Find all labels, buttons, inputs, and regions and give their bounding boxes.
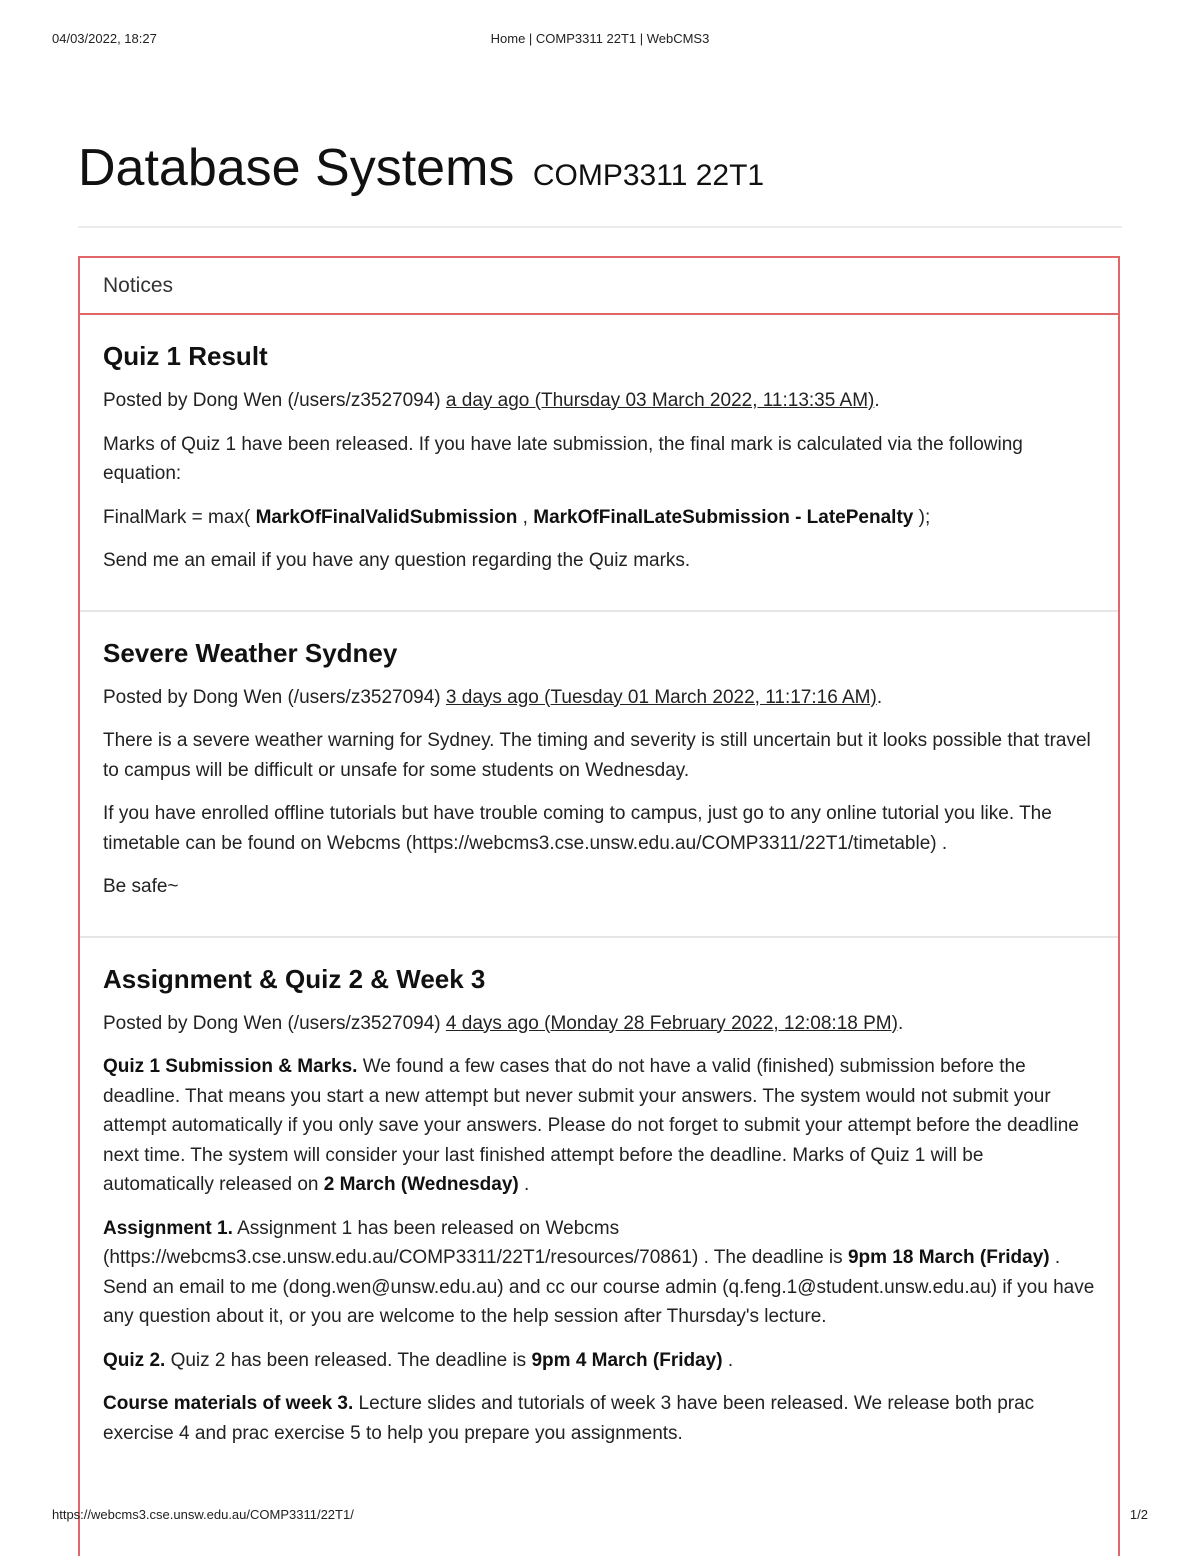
formula-suffix: );	[913, 506, 931, 528]
notice-paragraph-course	[103, 1389, 1095, 1448]
print-page-number: 1/2	[1129, 1507, 1148, 1522]
notices-panel	[78, 256, 1120, 1556]
byline-author: Posted by Dong Wen (/users/z3527094)	[103, 1012, 446, 1034]
course-code: COMP3311 22T1	[532, 159, 765, 192]
formula-term-a: MarkOfFinalValidSubmission	[255, 506, 518, 528]
notice-paragraph: Marks of Quiz 1 have been released. If you have late submission, the final mark is calculated via the following equation:	[103, 433, 1023, 484]
notice-title[interactable]: Severe Weather Sydney	[103, 637, 398, 668]
notice-paragraph: If you have enrolled offline tutorials but have trouble coming to campus, just go to any online tutorial you like. The timetable can be found on Webcms (https://webcms3.cse.unsw.edu.au/COMP3311/22T1/timetable) .	[103, 803, 1052, 854]
notice-paragraph: Send me an email if you have any question regarding the Quiz marks.	[103, 550, 691, 571]
print-page-title: Home | COMP3311 22T1 | WebCMS3	[490, 31, 710, 46]
paragraph-label: Quiz 1 Submission & Marks.	[103, 1056, 358, 1077]
formula-separator: ,	[517, 506, 534, 528]
notice-title[interactable]: Quiz 1 Result	[103, 341, 268, 371]
byline-author: Posted by Dong Wen (/users/z3527094)	[103, 686, 446, 708]
paragraph-label: Assignment 1.	[103, 1217, 233, 1239]
formula-term-b: MarkOfFinalLateSubmission - LatePenalty	[533, 506, 914, 528]
paragraph-label: Course materials of week 3.	[103, 1393, 354, 1414]
course-name: Database Systems	[78, 139, 515, 197]
byline-timestamp-link[interactable]: 4 days ago (Monday 28 February 2022, 12:08:18 PM)	[445, 1012, 898, 1034]
notices-header: Notices	[80, 258, 1118, 315]
notice-paragraph: There is a severe weather warning for Sydney. The timing and severity is still uncertain but it looks possible that travel to campus will be difficult or unsafe for some students on Wednesday.	[103, 730, 1091, 781]
paragraph-end: .	[518, 1174, 530, 1195]
notice-byline	[103, 683, 1095, 713]
highlight-date: 2 March (Wednesday)	[323, 1174, 519, 1195]
paragraph-text: We found a few cases that do not have a valid (finished) submission before the deadline. That means you start a new attempt but never submit your answers. The system would not submit your attempt automatically if you only save your answers. Please do not forget to submit your attempt before the deadline next time. The system will consider your last finished attempt before the deadline. Marks of Quiz 1 will be automatically released on	[103, 1056, 1079, 1195]
notice-formula	[103, 503, 1095, 533]
highlight-deadline: 9pm 18 March (Friday)	[847, 1247, 1050, 1268]
print-date: 04/03/2022, 18:27	[52, 31, 157, 46]
paragraph-label: Quiz 2.	[103, 1349, 166, 1371]
byline-author: Posted by Dong Wen (/users/z3527094)	[103, 390, 446, 411]
paragraph-text: Assignment 1 has been released on Webcms (https://webcms3.cse.unsw.edu.au/COMP3311/22T1/resources/70861) . The deadline is	[103, 1217, 848, 1268]
byline-timestamp-link[interactable]: 3 days ago (Tuesday 01 March 2022, 11:17:16 AM)	[445, 686, 877, 708]
byline-suffix: .	[876, 686, 883, 708]
formula-prefix: FinalMark = max(	[103, 506, 256, 528]
notice-byline	[103, 386, 1095, 416]
print-footer	[52, 1507, 1148, 1527]
notice-severe-weather	[80, 612, 1118, 938]
notice-paragraph: Be safe~	[103, 876, 179, 897]
byline-timestamp-link[interactable]: a day ago (Thursday 03 March 2022, 11:13:35 AM)	[445, 390, 875, 411]
byline-suffix: .	[874, 390, 880, 411]
print-header	[52, 31, 1148, 51]
heading-divider	[78, 226, 1122, 228]
notice-paragraph-assignment	[103, 1214, 1095, 1332]
print-url: https://webcms3.cse.unsw.edu.au/COMP3311/22T1/	[52, 1507, 354, 1522]
paragraph-text: Quiz 2 has been released. The deadline is	[165, 1349, 532, 1371]
notice-paragraph-quiz2	[103, 1346, 1095, 1376]
notice-paragraph-quiz1	[103, 1052, 1095, 1200]
highlight-deadline: 9pm 4 March (Friday)	[531, 1349, 723, 1371]
notice-assignment-quiz2-week3	[80, 938, 1118, 1483]
page-title	[78, 138, 764, 206]
notice-title[interactable]: Assignment & Quiz 2 & Week 3	[103, 963, 486, 994]
paragraph-text: . Send an email to me (dong.wen@unsw.edu.au) and cc our course admin (q.feng.1@student.unsw.edu.au) if you have any question about it, or you are welcome to the help session after Thursday's lecture.	[103, 1247, 1095, 1327]
paragraph-end: .	[722, 1349, 734, 1371]
notice-byline	[103, 1009, 1095, 1039]
notice-quiz1-result	[80, 315, 1118, 612]
paragraph-text: Lecture slides and tutorials of week 3 have been released. We release both prac exercise 4 and prac exercise 5 to help you prepare you assignments.	[103, 1393, 1035, 1444]
byline-suffix: .	[897, 1012, 904, 1034]
